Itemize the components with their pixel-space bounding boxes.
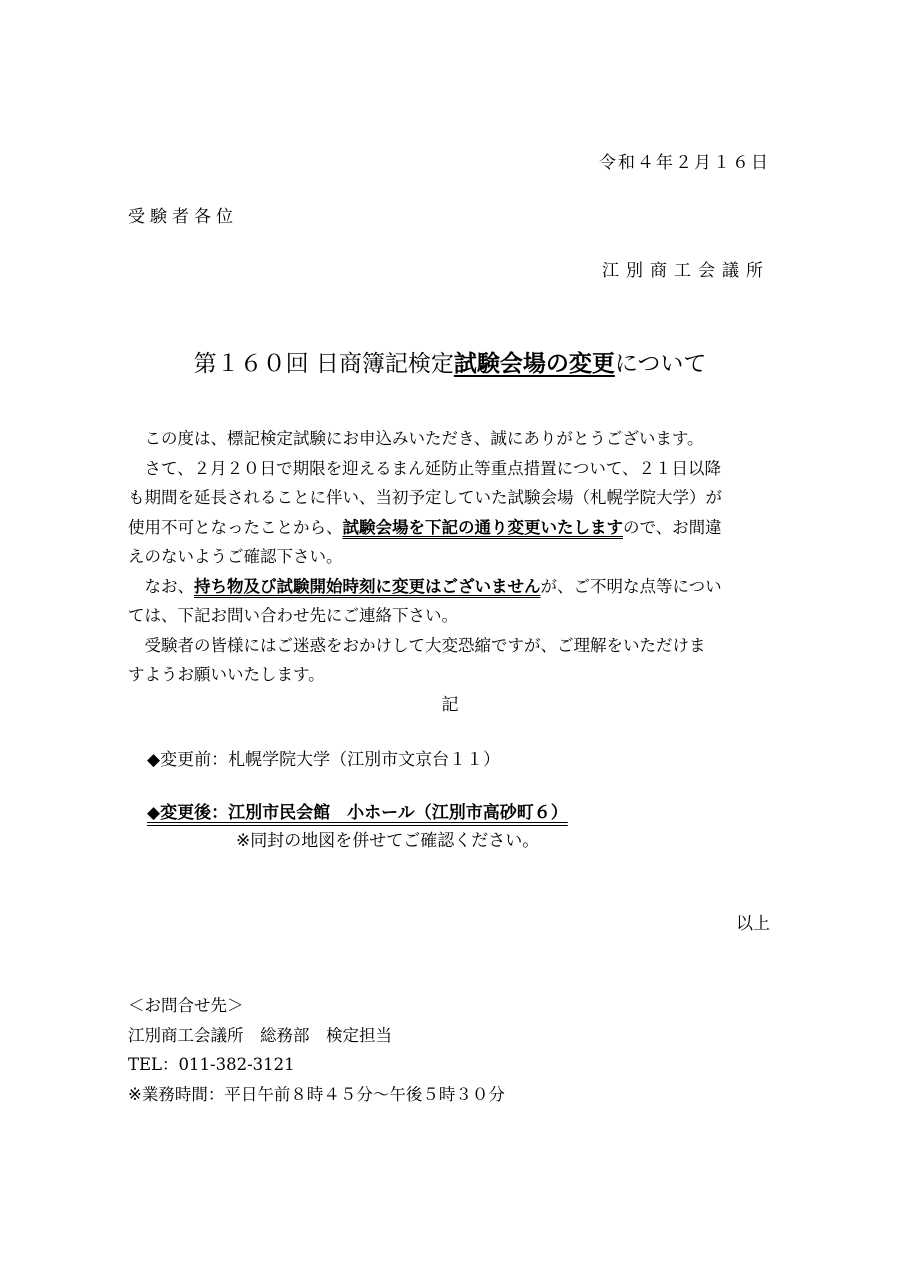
addressee: 受験者各位: [128, 207, 238, 227]
paragraph-4-line-1-text: 受験者の皆様にはご迷惑をおかけして大変恐縮ですが、ご理解をいただけま: [144, 635, 706, 655]
paragraph-2-line-3: [128, 513, 773, 543]
contact-tel: TEL：011-382-3121: [128, 1055, 295, 1074]
paragraph-3-line-1: [128, 572, 773, 602]
venue-after: ◆変更後：江別市民会館 小ホール（江別市高砂町６）: [147, 803, 568, 823]
map-note: ※同封の地図を併せてご確認ください。: [236, 831, 540, 851]
paragraph-2-line-2: も期間を延長されることに伴い、当初予定していた試験会場（札幌学院大学）が: [128, 488, 722, 507]
contact-hours: ※業務時間：平日午前８時４５分～午後５時３０分: [128, 1084, 505, 1104]
paragraph-3-line-2: ては、下記お問い合わせ先にご連絡下さい。: [128, 606, 458, 625]
paragraph-3-line-1-post: が、ご不明な点等につい: [540, 576, 722, 596]
paragraph-2-line-1-text: さて、２月２０日で期限を迎えるまん延防止等重点措置について、２１日以降: [144, 458, 722, 478]
ki-marker: 記: [441, 695, 459, 715]
paragraph-2-line-3-pre: 使用不可となったことから、: [128, 517, 343, 537]
contact-block: [128, 991, 505, 1109]
no-change-emphasis: 持ち物及び試験開始時刻に変更はございません: [194, 576, 541, 596]
contact-heading: ＜お問合せ先＞: [128, 996, 244, 1015]
document-date: 令和４年２月１６日: [599, 153, 770, 173]
venue-before: ◆変更前：札幌学院大学（江別市文京台１１）: [147, 750, 501, 770]
title-prefix: 第１６０回 日商簿記検定: [193, 351, 454, 377]
paragraph-1-text: この度は、標記検定試験にお申込みいただき、誠にありがとうございます。: [144, 429, 704, 448]
paragraph-4-line-2: すようお願いいたします。: [128, 665, 325, 684]
paragraph-4-line-1: [128, 631, 773, 661]
document-title: [0, 353, 900, 376]
body-text: [128, 424, 773, 690]
closing-ijo: 以上: [736, 914, 770, 934]
paragraph-2-line-1: [128, 454, 773, 484]
paragraph-1: [128, 424, 773, 454]
paragraph-2-line-4: えのないようご確認下さい。: [128, 547, 343, 566]
title-emphasis: 試験会場の変更: [453, 351, 615, 377]
paragraph-3-line-1-pre: なお、: [144, 576, 194, 596]
sender-organization: 江別商工会議所: [602, 261, 770, 281]
venue-change-emphasis: 試験会場を下記の通り変更いたします: [342, 517, 623, 537]
title-suffix: について: [614, 351, 707, 377]
contact-office: 江別商工会議所 総務部 検定担当: [128, 1025, 392, 1045]
paragraph-2-line-3-post: ので、お間違: [623, 517, 722, 537]
